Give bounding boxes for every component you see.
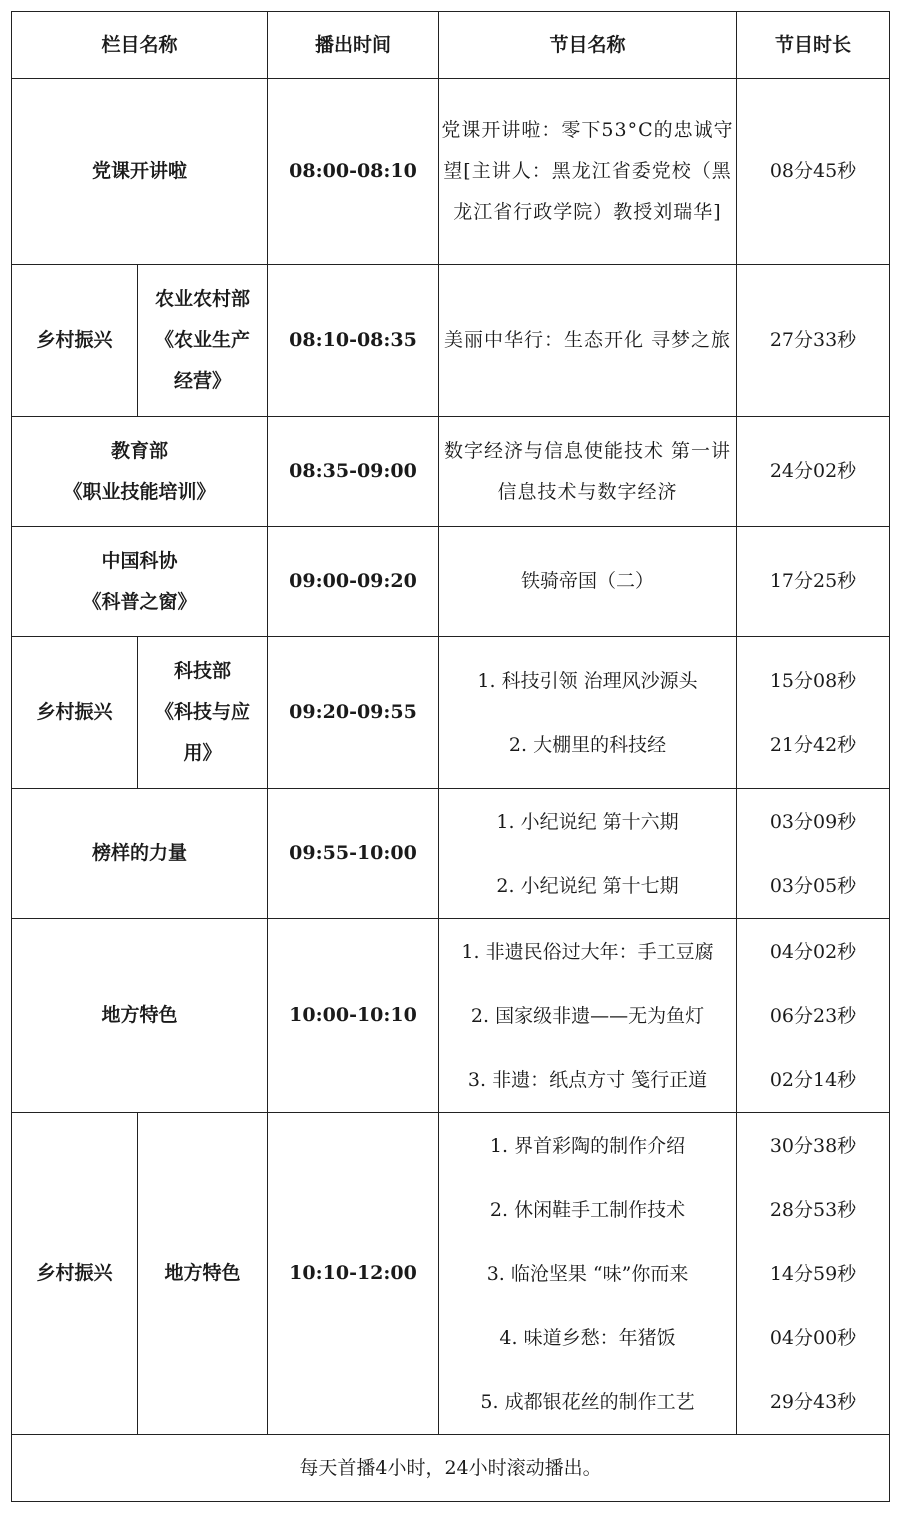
column-name: 榜样的力量 (12, 789, 268, 919)
duration: 04分00秒 (769, 1326, 857, 1349)
table-row (12, 265, 890, 417)
group-name: 乡村振兴 (12, 637, 138, 789)
duration-list (737, 789, 890, 919)
air-time: 08:10-08:35 (268, 265, 439, 417)
duration-list (737, 637, 890, 789)
column-line: 用》 (183, 742, 222, 764)
program-item: 1. 非遗民俗过大年：手工豆腐 (461, 940, 714, 963)
header-program: 节目名称 (439, 12, 737, 79)
program-item: 2. 大棚里的科技经 (508, 733, 667, 756)
column-name (12, 417, 268, 527)
program-list (439, 637, 737, 789)
duration: 04分02秒 (769, 940, 857, 963)
duration: 28分53秒 (769, 1198, 857, 1221)
air-time: 09:00-09:20 (268, 527, 439, 637)
program-item: 4. 味道乡愁：年猪饭 (499, 1326, 676, 1349)
group-name: 乡村振兴 (12, 1113, 138, 1435)
column-line: 中国科协 (101, 549, 178, 572)
duration: 03分09秒 (769, 810, 857, 833)
program-item: 1. 小纪说纪 第十六期 (496, 810, 679, 833)
column-line: 《科技与应 (155, 701, 251, 723)
program-list (439, 1113, 737, 1435)
column-line: 经营》 (174, 370, 232, 392)
column-line: 农业农村部 (155, 288, 251, 310)
column-line: 《职业技能培训》 (63, 480, 216, 503)
duration: 03分05秒 (769, 874, 857, 897)
duration: 14分59秒 (769, 1262, 857, 1285)
table-row (12, 637, 890, 789)
duration: 24分02秒 (737, 417, 890, 527)
header-row (12, 12, 890, 79)
program-item: 3. 临沧坚果 “味”你而来 (486, 1262, 689, 1285)
column-name (12, 527, 268, 637)
program-item: 2. 国家级非遗——无为鱼灯 (470, 1004, 705, 1027)
duration: 30分38秒 (769, 1134, 857, 1157)
program-name: 数字经济与信息使能技术 第一讲 信息技术与数字经济 (439, 417, 737, 527)
column-line: 《科普之窗》 (82, 590, 197, 613)
duration: 29分43秒 (769, 1390, 857, 1413)
column-line: 科技部 (174, 660, 232, 682)
air-time: 10:00-10:10 (268, 919, 439, 1113)
duration: 17分25秒 (737, 527, 890, 637)
group-name: 乡村振兴 (12, 265, 138, 417)
footer-note: 每天首播4小时，24小时滚动播出。 (12, 1435, 890, 1502)
column-name (138, 265, 268, 417)
table-row (12, 789, 890, 919)
table-row (12, 527, 890, 637)
column-line: 教育部 (111, 439, 169, 462)
program-name: 党课开讲啦：零下53°C的忠诚守望[主讲人：黑龙江省委党校（黑龙江省行政学院）教授刘瑞华] (439, 79, 737, 265)
program-name: 美丽中华行：生态开化 寻梦之旅 (439, 265, 737, 417)
duration-list (737, 1113, 890, 1435)
column-name (138, 637, 268, 789)
table-row (12, 417, 890, 527)
header-duration: 节目时长 (737, 12, 890, 79)
column-name: 地方特色 (12, 919, 268, 1113)
header-column: 栏目名称 (12, 12, 268, 79)
program-item: 2. 休闲鞋手工制作技术 (489, 1198, 686, 1221)
duration: 08分45秒 (737, 79, 890, 265)
program-item: 5. 成都银花丝的制作工艺 (480, 1390, 695, 1413)
duration: 21分42秒 (769, 733, 857, 756)
air-time: 08:00-08:10 (268, 79, 439, 265)
program-item: 1. 界首彩陶的制作介绍 (489, 1134, 686, 1157)
column-name: 地方特色 (138, 1113, 268, 1435)
column-name: 党课开讲啦 (12, 79, 268, 265)
program-list (439, 789, 737, 919)
table-row (12, 919, 890, 1113)
air-time: 09:20-09:55 (268, 637, 439, 789)
column-line: 《农业生产 (155, 329, 251, 351)
duration: 06分23秒 (769, 1004, 857, 1027)
air-time: 10:10-12:00 (268, 1113, 439, 1435)
duration-list (737, 919, 890, 1113)
program-item: 3. 非遗：纸点方寸 笺行正道 (467, 1068, 708, 1091)
table-row (12, 1113, 890, 1435)
air-time: 08:35-09:00 (268, 417, 439, 527)
program-item: 2. 小纪说纪 第十七期 (496, 874, 679, 897)
duration: 15分08秒 (769, 669, 857, 692)
footer-row (12, 1435, 890, 1502)
header-time: 播出时间 (268, 12, 439, 79)
duration: 27分33秒 (737, 265, 890, 417)
program-list (439, 919, 737, 1113)
duration: 02分14秒 (769, 1068, 857, 1091)
schedule-table (11, 11, 890, 1502)
program-item: 1. 科技引领 治理风沙源头 (477, 669, 698, 692)
table-row (12, 79, 890, 265)
program-name: 铁骑帝国（二） (439, 527, 737, 637)
air-time: 09:55-10:00 (268, 789, 439, 919)
